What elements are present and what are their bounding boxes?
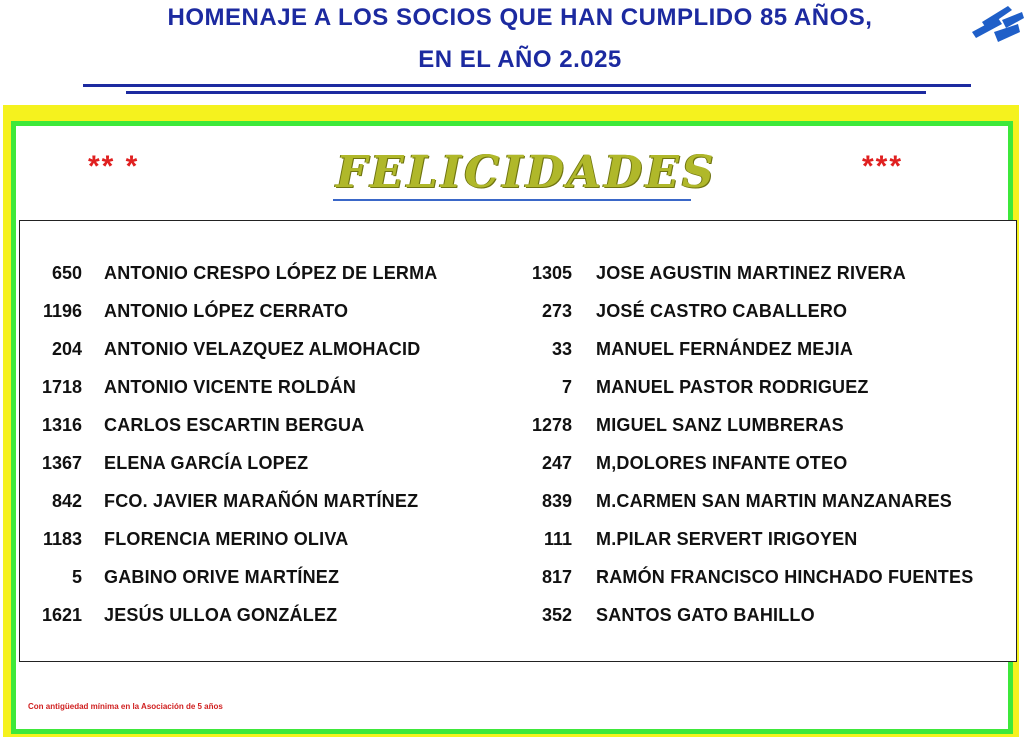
member-name: ANTONIO LÓPEZ CERRATO xyxy=(104,300,349,321)
member-number: 1196 xyxy=(42,300,82,321)
page-title-line1: HOMENAJE A LOS SOCIOS QUE HAN CUMPLIDO 85 AÑOS, xyxy=(167,4,873,31)
member-name: MANUEL FERNÁNDEZ MEJIA xyxy=(596,338,854,359)
list-item xyxy=(506,406,973,444)
member-name: MIGUEL SANZ LUMBRERAS xyxy=(596,414,844,435)
member-name: SANTOS GATO BAHILLO xyxy=(596,604,815,625)
list-item xyxy=(506,254,973,292)
list-item xyxy=(506,596,973,634)
member-number: 111 xyxy=(543,528,572,549)
member-number: 273 xyxy=(541,300,572,321)
member-number: 1621 xyxy=(41,604,82,625)
member-name: ANTONIO VICENTE ROLDÁN xyxy=(104,376,357,397)
member-name: ANTONIO CRESPO LÓPEZ DE LERMA xyxy=(104,262,438,283)
member-number: 1367 xyxy=(41,452,82,473)
member-number: 204 xyxy=(51,338,82,359)
member-number: 7 xyxy=(561,376,572,397)
list-item xyxy=(506,330,973,368)
list-item xyxy=(18,520,438,558)
member-name: MANUEL PASTOR RODRIGUEZ xyxy=(596,376,869,397)
member-number: 1718 xyxy=(41,376,82,397)
member-name: ANTONIO VELAZQUEZ ALMOHACID xyxy=(104,338,421,359)
member-name: M,DOLORES INFANTE OTEO xyxy=(596,452,848,473)
member-name: ELENA GARCÍA LOPEZ xyxy=(104,452,309,473)
list-item xyxy=(506,444,973,482)
member-name: FLORENCIA MERINO OLIVA xyxy=(104,528,349,549)
member-name: JOSÉ CASTRO CABALLERO xyxy=(596,300,848,321)
member-number: 1316 xyxy=(41,414,82,435)
felicidades-underline xyxy=(333,199,691,201)
member-number: 1278 xyxy=(531,414,572,435)
association-logo-icon xyxy=(968,2,1024,46)
header-rule-bottom xyxy=(126,91,926,94)
list-item xyxy=(18,292,438,330)
list-item xyxy=(18,368,438,406)
member-name: JOSE AGUSTIN MARTINEZ RIVERA xyxy=(596,262,906,283)
member-name: M.PILAR SERVERT IRIGOYEN xyxy=(596,528,858,549)
member-name: GABINO ORIVE MARTÍNEZ xyxy=(104,566,340,587)
member-number: 817 xyxy=(541,566,572,587)
member-number: 839 xyxy=(541,490,572,511)
list-item xyxy=(506,520,973,558)
members-column-right xyxy=(506,254,973,634)
member-number: 247 xyxy=(541,452,572,473)
member-name: M.CARMEN SAN MARTIN MANZANARES xyxy=(596,490,952,511)
member-number: 5 xyxy=(71,566,82,587)
member-number: 650 xyxy=(51,262,82,283)
felicidades-heading: FELICIDADES xyxy=(336,147,717,198)
list-item xyxy=(506,482,973,520)
member-number: 33 xyxy=(551,338,572,359)
list-item xyxy=(18,330,438,368)
header-rule-top xyxy=(83,84,971,87)
member-name: RAMÓN FRANCISCO HINCHADO FUENTES xyxy=(596,566,974,587)
member-number: 1305 xyxy=(531,262,572,283)
member-name: CARLOS ESCARTIN BERGUA xyxy=(104,414,365,435)
stars-right: *** xyxy=(862,150,904,183)
list-item xyxy=(506,558,973,596)
list-item xyxy=(18,596,438,634)
member-number: 352 xyxy=(541,604,572,625)
list-item xyxy=(18,482,438,520)
list-item xyxy=(18,558,438,596)
list-item xyxy=(18,406,438,444)
list-item xyxy=(18,444,438,482)
page-title-line2: EN EL AÑO 2.025 xyxy=(418,46,622,73)
footnote: Con antigüedad mínima en la Asociación de 5 años xyxy=(28,702,223,711)
list-item xyxy=(18,254,438,292)
list-item xyxy=(506,368,973,406)
list-item xyxy=(506,292,973,330)
members-column-left xyxy=(18,254,438,634)
member-number: 1183 xyxy=(42,528,82,549)
stars-left: ** * xyxy=(88,150,140,183)
member-number: 842 xyxy=(51,490,82,511)
member-name: FCO. JAVIER MARAÑÓN MARTÍNEZ xyxy=(104,490,419,511)
member-name: JESÚS ULLOA GONZÁLEZ xyxy=(104,604,338,625)
